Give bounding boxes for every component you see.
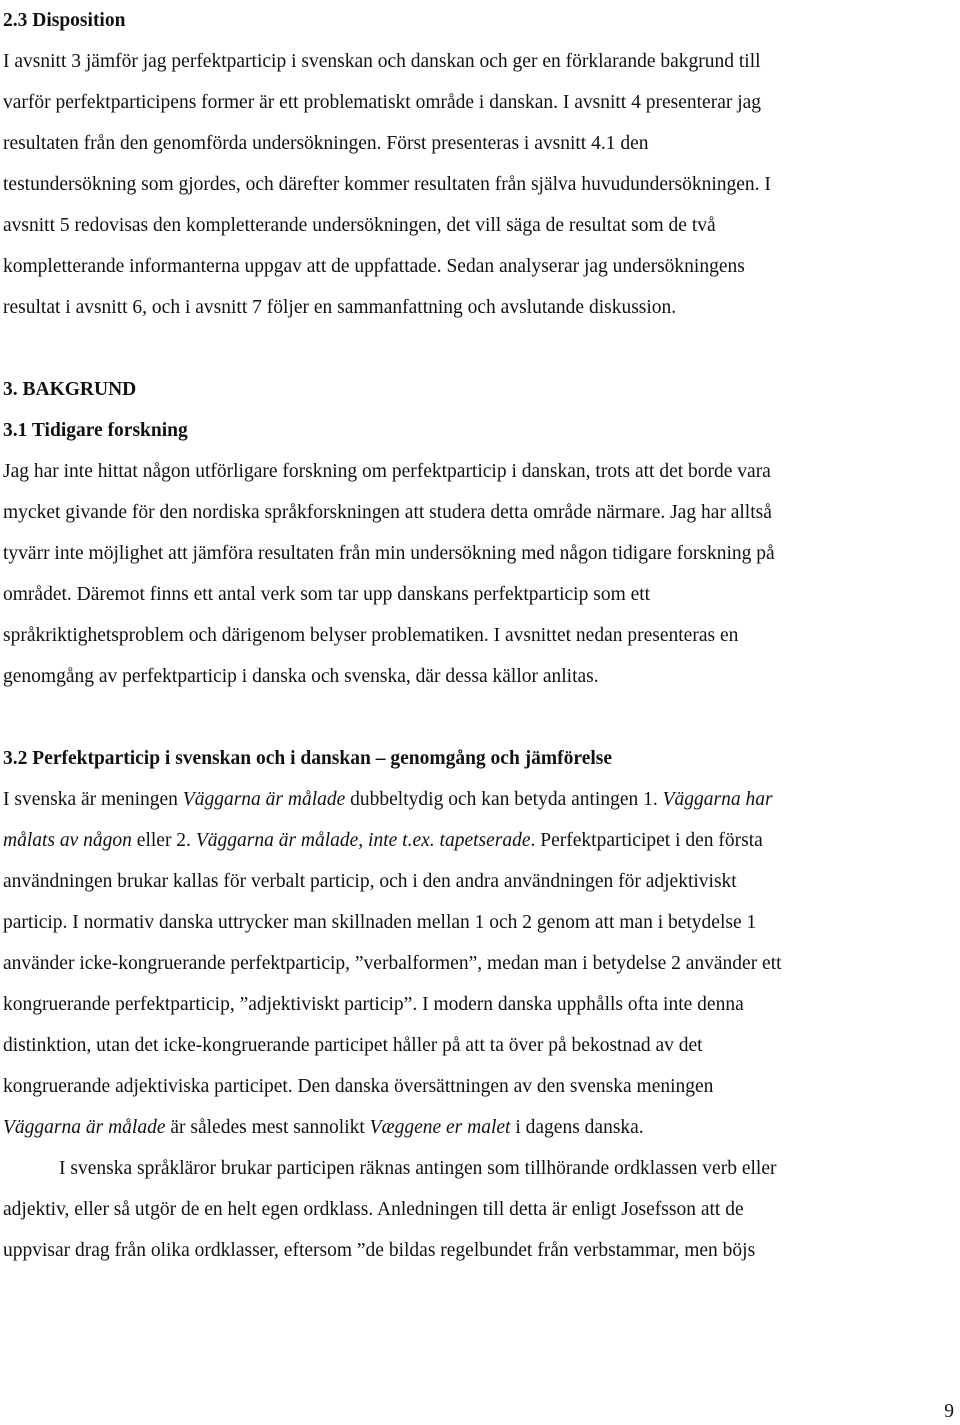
example-sentence: Væggene er malet	[369, 1117, 511, 1138]
text-line: resultaten från den genomförda undersökningen. Först presenteras i avsnitt 4.1 den	[3, 133, 649, 154]
text-line: använder icke-kongruerande perfektparticip, ”verbalformen”, medan man i betydelse 2 använder ett	[3, 953, 782, 974]
section-heading-tidigare-forskning: 3.1 Tidigare forskning	[3, 420, 188, 441]
text-line: mycket givande för den nordiska språkforskningen att studera detta område närmare. Jag har alltså	[3, 502, 772, 523]
text-line: kompletterande informanterna uppgav att de uppfattade. Sedan analyserar jag undersökningens	[3, 256, 745, 277]
example-sentence: Väggarna är målade	[182, 789, 346, 810]
page-number: 9	[944, 1401, 954, 1422]
text-line: genomgång av perfektparticip i danska och svenska, där dessa källor anlitas.	[3, 666, 599, 687]
text-line: I avsnitt 3 jämför jag perfektparticip i svenskan och danskan och ger en förklarande bakgrund till	[3, 51, 761, 72]
text-line: resultat i avsnitt 6, och i avsnitt 7 följer en sammanfattning och avslutande diskussion.	[3, 297, 677, 318]
example-sentence: Väggarna är målade, inte t.ex. tapetserade	[195, 830, 531, 851]
example-sentence: målats av någon	[3, 830, 132, 851]
example-sentence: Väggarna är målade	[3, 1117, 166, 1138]
document-page	[3, 0, 955, 1271]
text-span: dubbeltydig och kan betyda antingen 1.	[345, 789, 663, 810]
paragraph-gap	[3, 697, 955, 738]
text-line: tyvärr inte möjlighet att jämföra resultaten från min undersökning med någon tidigare forskning på	[3, 543, 775, 564]
text-line: distinktion, utan det icke-kongruerande participet håller på att ta över på bekostnad av det	[3, 1035, 703, 1056]
text-line: particip. I normativ danska uttrycker man skillnaden mellan 1 och 2 genom att man i betydelse 1	[3, 912, 757, 933]
text-line: området. Däremot finns ett antal verk som tar upp danskans perfektparticip som ett	[3, 584, 651, 605]
text-line: avsnitt 5 redovisas den kompletterande undersökningen, det vill säga de resultat som de två	[3, 215, 716, 236]
text-span: . Perfektparticipet i den första	[530, 830, 763, 851]
text-span: i dagens danska.	[510, 1117, 644, 1138]
text-span: är således mest sannolikt	[165, 1117, 370, 1138]
text-line: Jag har inte hittat någon utförligare forskning om perfektparticip i danskan, trots att det borde vara	[3, 461, 771, 482]
text-line: språkriktighetsproblem och därigenom belyser problematiken. I avsnittet nedan presenteras en	[3, 625, 739, 646]
text-line: adjektiv, eller så utgör de en helt egen ordklass. Anledningen till detta är enligt Josefsson att de	[3, 1199, 744, 1220]
text-line	[3, 1107, 955, 1148]
text-line	[3, 779, 955, 820]
text-line: användningen brukar kallas för verbalt particip, och i den andra användningen för adjektiviskt	[3, 871, 737, 892]
text-line: testundersökning som gjordes, och därefter kommer resultaten från själva huvudundersökningen. I	[3, 174, 771, 195]
text-line: kongruerande perfektparticip, ”adjektiviskt particip”. I modern danska upphålls ofta inte denna	[3, 994, 744, 1015]
section-heading-perfektparticip: 3.2 Perfektparticip i svenskan och i danskan – genomgång och jämförelse	[3, 748, 613, 769]
text-line: kongruerande adjektiviska participet. Den danska översättningen av den svenska meningen	[3, 1076, 714, 1097]
text-line: uppvisar drag från olika ordklasser, eftersom ”de bildas regelbundet från verbstammar, men böjs	[3, 1240, 756, 1261]
text-line: I svenska språkläror brukar participen räknas antingen som tillhörande ordklassen verb eller	[59, 1158, 777, 1179]
text-span: I svenska är meningen	[3, 789, 183, 810]
text-span: eller 2.	[131, 830, 196, 851]
text-line: varför perfektparticipens former är ett problematiskt område i danskan. I avsnitt 4 presenterar jag	[3, 92, 762, 113]
paragraph-gap	[3, 328, 955, 369]
section-heading-disposition: 2.3 Disposition	[3, 10, 126, 31]
example-sentence: Väggarna har	[662, 789, 773, 810]
chapter-heading-bakgrund: 3. BAKGRUND	[3, 379, 137, 400]
text-line	[3, 820, 955, 861]
